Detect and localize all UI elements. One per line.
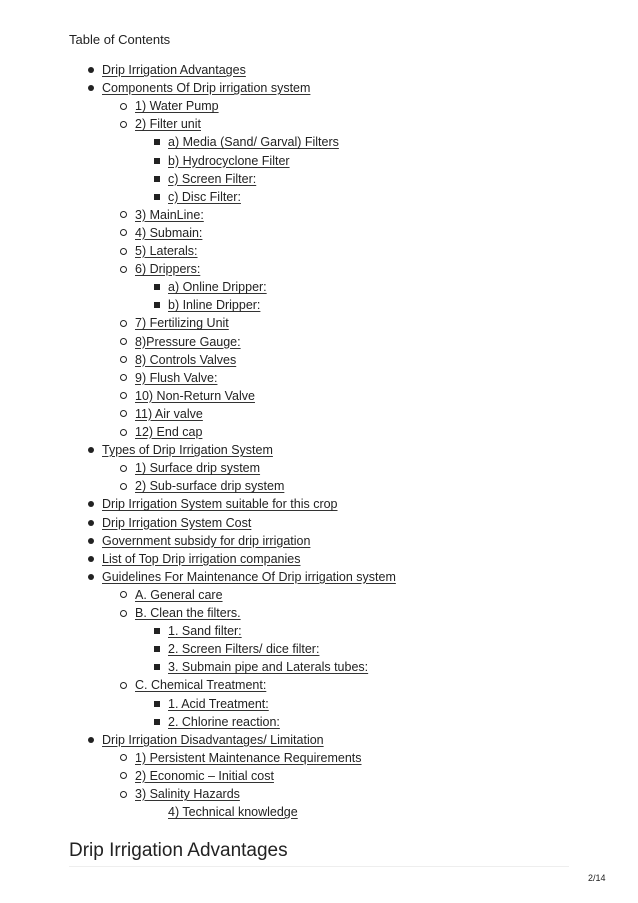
toc-item	[102, 495, 338, 513]
bullet-disc-icon	[88, 85, 94, 91]
toc-item	[135, 115, 201, 133]
toc-item	[102, 532, 310, 550]
toc-item	[168, 640, 319, 658]
toc-item	[135, 242, 198, 260]
bullet-disc-icon	[88, 520, 94, 526]
bullet-circle-icon	[120, 410, 127, 417]
toc-link[interactable]: Types of Drip Irrigation System	[102, 443, 273, 458]
bullet-disc-icon	[88, 737, 94, 743]
bullet-circle-icon	[120, 791, 127, 798]
bullet-square-icon	[154, 302, 160, 308]
toc-link[interactable]: 8)Pressure Gauge:	[135, 334, 241, 349]
toc-item	[102, 731, 324, 749]
toc-link[interactable]: 2) Sub-surface drip system	[135, 479, 285, 494]
toc-link[interactable]: Government subsidy for drip irrigation	[102, 533, 311, 548]
toc-link[interactable]: 1. Acid Treatment:	[168, 696, 269, 711]
toc-link[interactable]: Drip Irrigation System Cost	[102, 515, 252, 530]
bullet-square-icon	[154, 701, 160, 707]
toc-item	[168, 622, 242, 640]
toc-link[interactable]: 1) Water Pump	[135, 99, 219, 114]
toc-link[interactable]: 2. Chlorine reaction:	[168, 714, 280, 729]
toc-link[interactable]: 11) Air valve	[135, 406, 203, 421]
toc-link[interactable]: 1) Surface drip system	[135, 461, 261, 476]
bullet-square-icon	[154, 664, 160, 670]
toc-link[interactable]: 1. Sand filter:	[168, 624, 242, 639]
toc-link[interactable]: 9) Flush Valve:	[135, 370, 218, 385]
toc-link[interactable]: B. Clean the filters.	[135, 606, 241, 620]
toc-item	[168, 713, 280, 731]
toc-link[interactable]: A. General care	[135, 587, 223, 602]
toc-link[interactable]: C. Chemical Treatment:	[135, 678, 267, 693]
section-divider	[69, 866, 569, 867]
bullet-disc-icon	[88, 574, 94, 580]
toc-link[interactable]: 2. Screen Filters/ dice filter:	[168, 642, 320, 657]
toc-link[interactable]: 7) Fertilizing Unit	[135, 316, 229, 331]
bullet-circle-icon	[120, 374, 127, 381]
toc-link[interactable]: 3) Salinity Hazards	[135, 787, 240, 801]
toc-link[interactable]: 8) Controls Valves	[135, 352, 237, 367]
toc-item	[135, 224, 202, 242]
toc-link[interactable]: b) Inline Dripper:	[168, 298, 261, 313]
toc-item	[168, 170, 256, 188]
toc-link[interactable]: 2) Economic – Initial cost	[135, 768, 274, 783]
toc-item	[168, 803, 298, 821]
bullet-circle-icon	[120, 754, 127, 761]
toc-link[interactable]: 3) MainLine:	[135, 207, 204, 222]
toc-item	[102, 550, 300, 568]
toc-item	[168, 695, 269, 713]
toc-link[interactable]: Components Of Drip irrigation system	[102, 81, 311, 96]
toc-item	[135, 477, 284, 495]
bullet-circle-icon	[120, 266, 127, 273]
toc-item	[135, 586, 223, 604]
toc-link[interactable]: 1) Persistent Maintenance Requirements	[135, 750, 362, 765]
toc-link[interactable]: Drip Irrigation Advantages	[102, 63, 246, 77]
bullet-square-icon	[154, 646, 160, 652]
bullet-square-icon	[154, 284, 160, 290]
toc-link[interactable]: 4) Submain:	[135, 225, 203, 240]
toc-item	[102, 61, 246, 79]
bullet-disc-icon	[88, 67, 94, 73]
toc-item	[168, 296, 260, 314]
toc-link[interactable]: Drip Irrigation Disadvantages/ Limitation	[102, 732, 324, 747]
toc-item	[135, 351, 236, 369]
bullet-square-icon	[154, 628, 160, 634]
toc-item	[135, 749, 362, 767]
toc-item	[168, 133, 339, 151]
toc-link[interactable]: 3. Submain pipe and Laterals tubes:	[168, 660, 369, 675]
toc-link[interactable]: a) Online Dripper:	[168, 280, 267, 295]
bullet-circle-icon	[120, 229, 127, 236]
toc-item	[135, 369, 217, 387]
bullet-circle-icon	[120, 103, 127, 110]
toc-item	[135, 333, 241, 351]
toc-link[interactable]: Drip Irrigation System suitable for this crop	[102, 497, 338, 512]
toc-item	[135, 604, 241, 622]
bullet-circle-icon	[120, 121, 127, 128]
toc-item	[135, 206, 204, 224]
bullet-circle-icon	[120, 610, 127, 617]
bullet-circle-icon	[120, 682, 127, 689]
toc-link[interactable]: c) Screen Filter:	[168, 171, 257, 186]
toc-link[interactable]: 4) Technical knowledge	[168, 805, 298, 820]
bullet-square-icon	[154, 719, 160, 725]
bullet-circle-icon	[120, 429, 127, 436]
toc-item	[135, 97, 219, 115]
toc-item	[102, 441, 273, 459]
toc-link[interactable]: a) Media (Sand/ Garval) Filters	[168, 135, 339, 150]
bullet-circle-icon	[120, 356, 127, 363]
toc-link[interactable]: 2) Filter unit	[135, 117, 201, 132]
toc-item	[102, 79, 310, 97]
toc-link[interactable]: c) Disc Filter:	[168, 189, 241, 204]
toc-item	[168, 152, 290, 170]
bullet-circle-icon	[120, 772, 127, 779]
toc-item	[135, 423, 202, 441]
toc-item	[135, 767, 274, 785]
toc-link[interactable]: 6) Drippers:	[135, 262, 201, 277]
bullet-square-icon	[154, 158, 160, 164]
toc-link[interactable]: List of Top Drip irrigation companies	[102, 551, 301, 566]
toc-item	[135, 459, 260, 477]
toc-item	[135, 676, 266, 694]
bullet-circle-icon	[120, 483, 127, 490]
page-number: 2/14	[588, 873, 606, 883]
toc-item	[135, 387, 255, 405]
bullet-circle-icon	[120, 465, 127, 472]
section-heading: Drip Irrigation Advantages	[69, 840, 288, 861]
bullet-square-icon	[154, 176, 160, 182]
bullet-disc-icon	[88, 556, 94, 562]
bullet-disc-icon	[88, 538, 94, 544]
bullet-disc-icon	[88, 501, 94, 507]
toc-link[interactable]: Guidelines For Maintenance Of Drip irrigation system	[102, 569, 396, 584]
bullet-circle-icon	[120, 591, 127, 598]
toc-link[interactable]: 5) Laterals:	[135, 244, 198, 258]
toc-link[interactable]: b) Hydrocyclone Filter	[168, 153, 290, 168]
toc-link[interactable]: 10) Non-Return Valve	[135, 388, 255, 403]
toc-item	[135, 785, 240, 803]
toc-item	[135, 405, 203, 423]
toc-title: Table of Contents	[69, 32, 171, 47]
toc-item	[135, 260, 200, 278]
toc-item	[168, 188, 241, 206]
bullet-square-icon	[154, 194, 160, 200]
bullet-circle-icon	[120, 248, 127, 255]
toc-item	[102, 514, 251, 532]
bullet-circle-icon	[120, 392, 127, 399]
toc-item	[168, 278, 267, 296]
bullet-square-icon	[154, 139, 160, 145]
toc-item	[168, 658, 368, 676]
bullet-circle-icon	[120, 211, 127, 218]
toc-item	[102, 568, 396, 586]
bullet-disc-icon	[88, 447, 94, 453]
toc-link[interactable]: 12) End cap	[135, 425, 203, 439]
bullet-circle-icon	[120, 338, 127, 345]
bullet-circle-icon	[120, 320, 127, 327]
toc-item	[135, 314, 229, 332]
